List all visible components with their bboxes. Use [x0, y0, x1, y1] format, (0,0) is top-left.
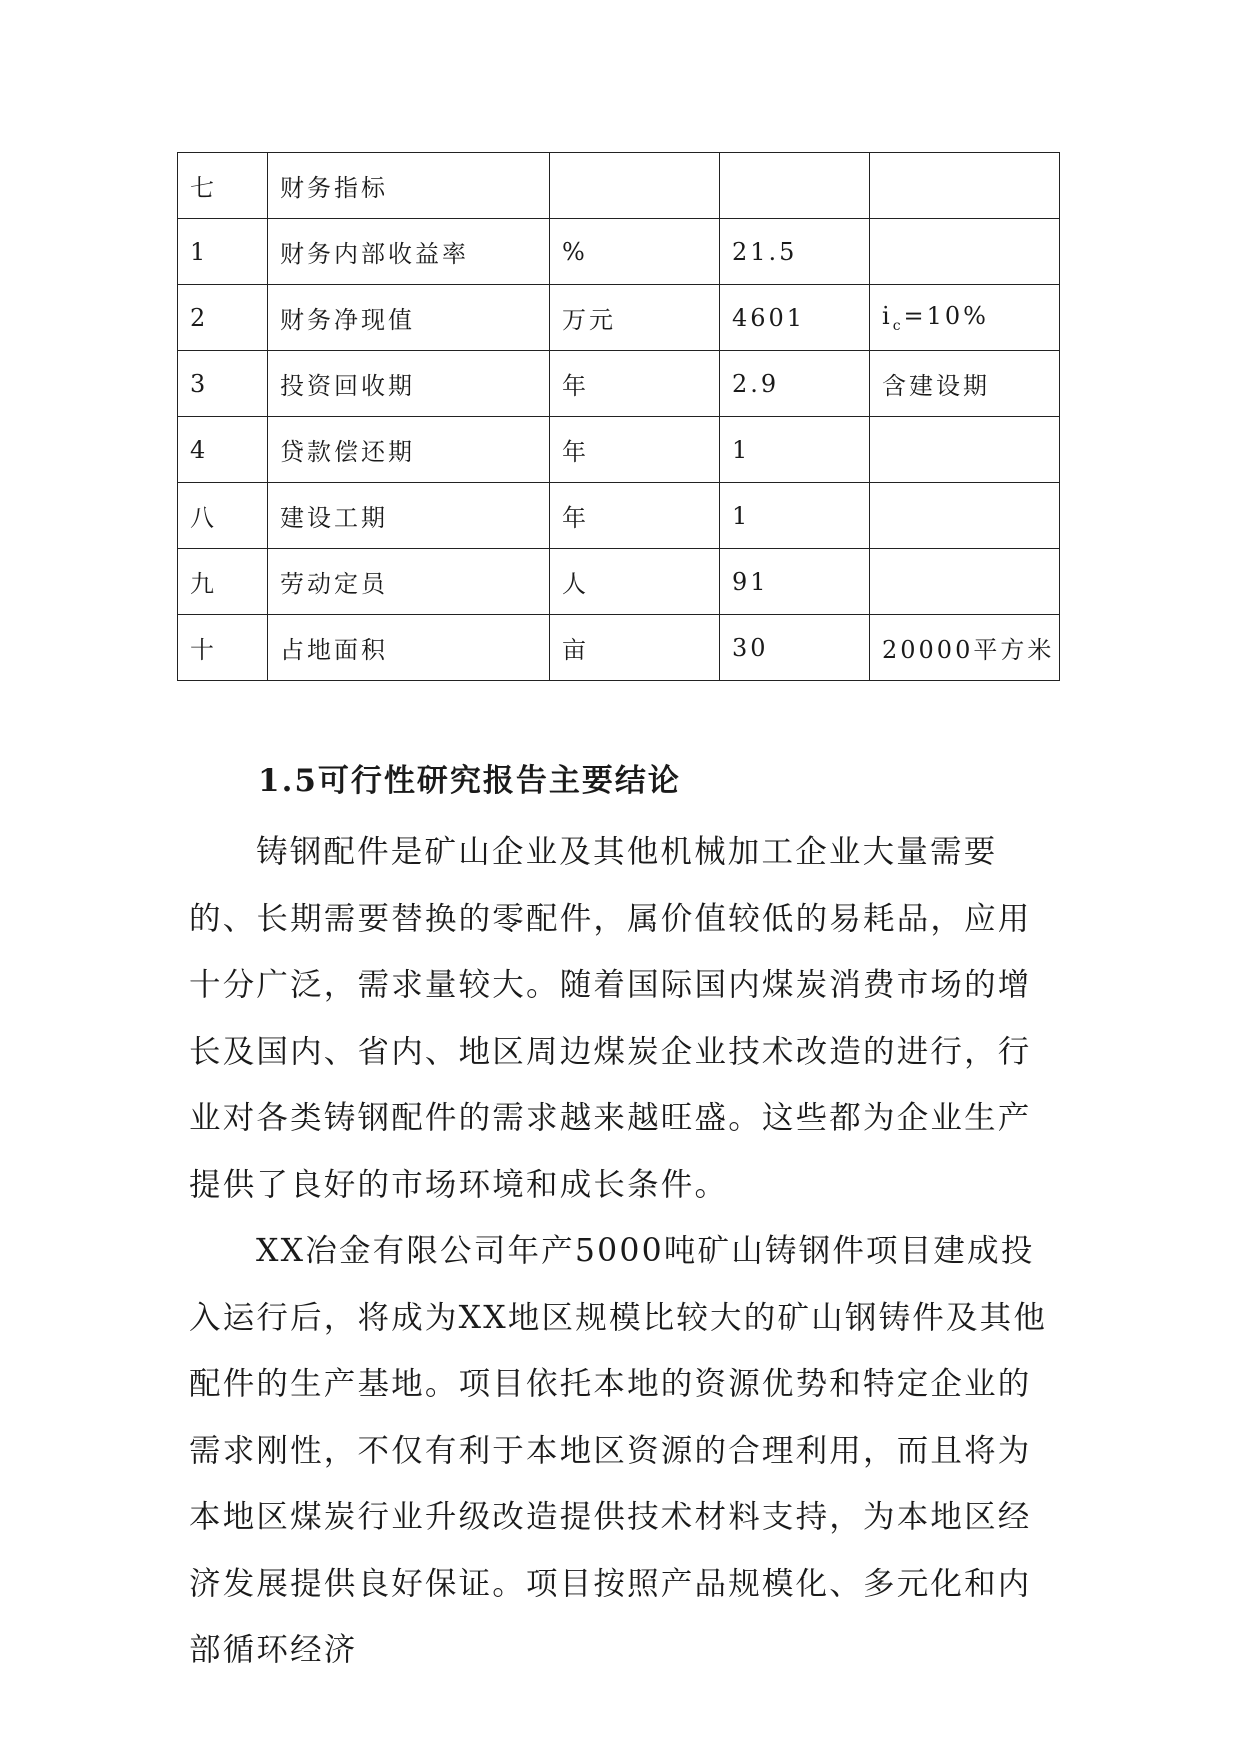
cell-row-number: 八 — [178, 483, 268, 549]
cell-item-name: 投资回收期 — [268, 351, 550, 417]
cell-value: 91 — [720, 549, 870, 615]
cell-row-number: 十 — [178, 615, 268, 681]
cell-note — [870, 549, 1060, 615]
cell-row-number: 2 — [178, 285, 268, 351]
cell-value — [720, 153, 870, 219]
cell-item-name: 贷款偿还期 — [268, 417, 550, 483]
cell-note — [870, 483, 1060, 549]
cell-value: 4601 — [720, 285, 870, 351]
cell-note: $i_c=10\%$ — [870, 285, 1060, 351]
cell-unit: 万元 — [550, 285, 720, 351]
cell-row-number: 1 — [178, 219, 268, 285]
cell-value: 1 — [720, 417, 870, 483]
cell-item-name: 劳动定员 — [268, 549, 550, 615]
table-row — [178, 483, 1060, 549]
indicator-table — [177, 152, 1060, 681]
table-row — [178, 351, 1060, 417]
cell-row-number: 九 — [178, 549, 268, 615]
cell-unit: % — [550, 219, 720, 285]
cell-item-name: 财务净现值 — [268, 285, 550, 351]
cell-item-name: 财务内部收益率 — [268, 219, 550, 285]
table-row — [178, 153, 1060, 219]
cell-unit: 年 — [550, 483, 720, 549]
cell-note: 20000平方米 — [870, 615, 1060, 681]
cell-item-name: 建设工期 — [268, 483, 550, 549]
cell-note — [870, 153, 1060, 219]
cell-item-name: 占地面积 — [268, 615, 550, 681]
cell-value: 2.9 — [720, 351, 870, 417]
cell-item-name: 财务指标 — [268, 153, 550, 219]
cell-row-number: 3 — [178, 351, 268, 417]
cell-row-number: 七 — [178, 153, 268, 219]
table-row — [178, 285, 1060, 351]
table-row — [178, 549, 1060, 615]
table-row — [178, 417, 1060, 483]
table-row — [178, 615, 1060, 681]
cell-unit: 亩 — [550, 615, 720, 681]
body-paragraph: XX冶金有限公司年产5000吨矿山铸钢件项目建成投入运行后，将成为XX地区规模比较大的矿山钢铸件及其他配件的生产基地。项目依托本地的资源优势和特定企业的需求刚性，不仅有利于本地区资源的合理利用，而且将为本地区煤炭行业升级改造提供技术材料支持，为本地区经济发展提供良好保证。项目按照产品规模化、多元化和内部循环经济 — [189, 1233, 1048, 1668]
cell-unit — [550, 153, 720, 219]
cell-value: 30 — [720, 615, 870, 681]
cell-unit: 年 — [550, 417, 720, 483]
cell-row-number: 4 — [178, 417, 268, 483]
cell-value: 1 — [720, 483, 870, 549]
cell-note — [870, 417, 1060, 483]
cell-value: 21.5 — [720, 219, 870, 285]
section-heading: 1.5可行性研究报告主要结论 — [258, 763, 681, 799]
cell-unit: 人 — [550, 549, 720, 615]
table-row — [178, 219, 1060, 285]
cell-note — [870, 219, 1060, 285]
cell-note: 含建设期 — [870, 351, 1060, 417]
cell-unit: 年 — [550, 351, 720, 417]
body-paragraph: 铸钢配件是矿山企业及其他机械加工企业大量需要的、长期需要替换的零配件，属价值较低的易耗品，应用十分广泛，需求量较大。随着国际国内煤炭消费市场的增长及国内、省内、地区周边煤炭企业技术改造的进行，行业对各类铸钢配件的需求越来越旺盛。这些都为企业生产提供了良好的市场环境和成长条件。 — [189, 834, 1032, 1203]
